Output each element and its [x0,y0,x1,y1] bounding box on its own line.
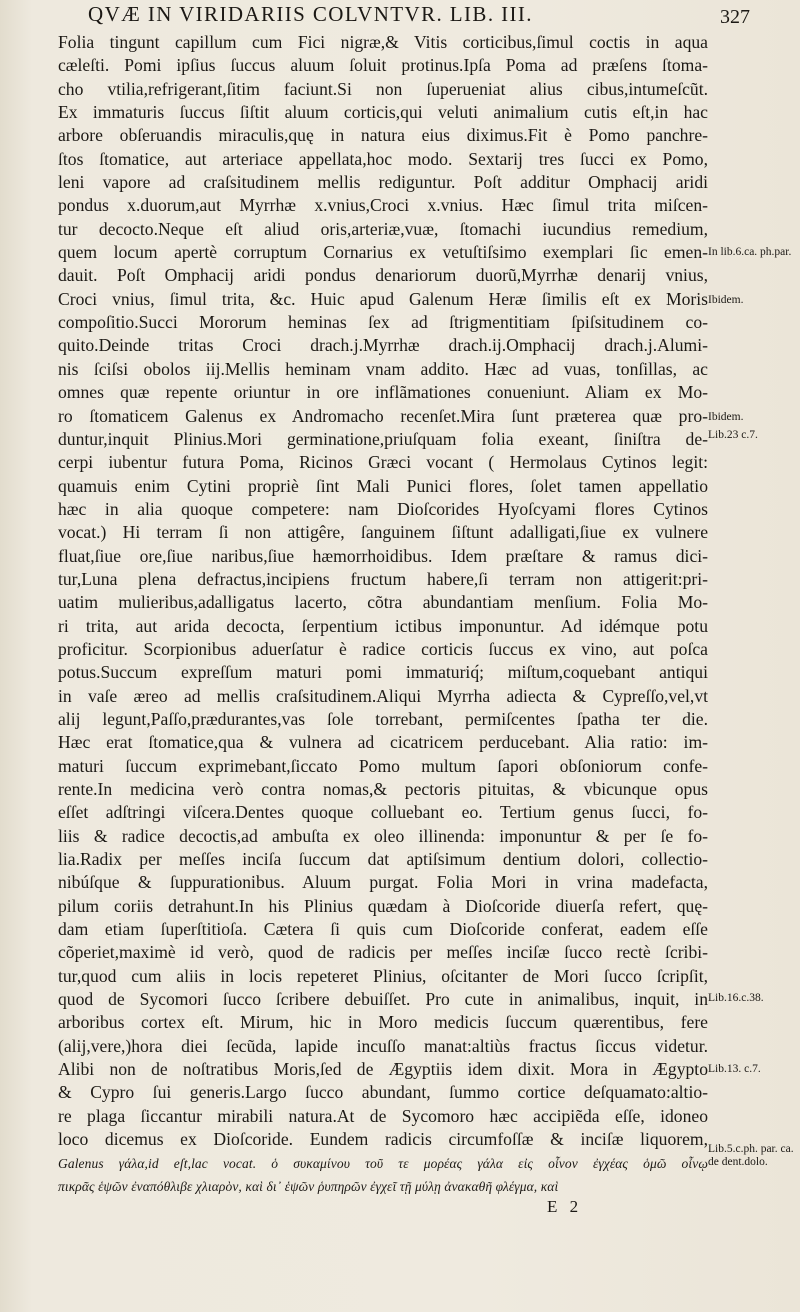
margin-note: Lib.23 c.7. [708,429,758,441]
margin-note: Lib.16.c.38. [708,992,764,1004]
text-line: tur decocto.Neque eſt aliud oris,arteriæ,vuæ, ſtomachi iucundius remedium, [58,218,708,239]
signature-mark: E 2 [547,1197,583,1216]
text-line: proficitur. Scorpionibus aduerſatur è radice corticis ſuccus ex vino, aut poſca [58,638,708,659]
text-line: uatim mulieribus,adalligatus lacerto, cõtra abundantiam menſium. Folia Mo- [58,592,708,613]
text-line: quem locum apertè corruptum Cornarius ex vetuſtiſsimo exemplari ſic emen- [58,242,708,263]
text-line: Hæc erat ſtomatice,qua & vulnera ad cicatricem perducebant. Alia ratio: im- [58,732,708,753]
text-line: dauit. Poſt Omphacij aridi pondus denariorum duorũ,Myrrhæ denarij vnius, [58,265,708,286]
text-line: ſtos ſtomatice, aut arteriace appellata,hoc modo. Sextarij tres ſucci ex Pomo, [58,148,708,169]
text-line: maturi ſuccum exprimebant,ſiccato Pomo multum ſapori obſoniorum confe- [58,755,708,776]
text-line: & Cypro ſui generis.Largo ſucco abundant, ſummo cortice deſquamato:altio- [58,1082,708,1103]
text-line-greek: Galenus γάλα,id eſt,lac vocat. ὁ συκαμίνου τοῦ τε μορέας γάλα εἰς οἶνον ἐγχέας ὁμῶ οἶνῳ [58,1155,708,1171]
text-line: cerpi iubentur futura Poma, Ricinos Græci vocant ( Hermolaus Cytinos legit: [58,452,708,473]
text-line: quamuis enim Cytini propriè ſint Mali Punici flores, ſolet tamen appellatio [58,475,708,496]
text-line-greek: πικρᾶς ἑψῶν ἐναπόθλιβε χλιαρὸν, καὶ δι᾽ ἑψῶν ῥυπηρῶν ἐγχεῖ τῇ μύλῃ ἀνακαθῆ φλέγμα, καὶ [58,1178,559,1194]
text-line: duntur,inquit Plinius.Mori germinatione,priuſquam folia exeant, ſiniſtra de- [58,428,708,449]
text-line: potus.Succum expreſſum maturi pomi immaturiq́; miſtum,coquebant antiqui [58,662,708,683]
text-line: pondus x.duorum,aut Myrrhæ x.vnius,Croci x.vnius. Hæc ſimul trita miſcen- [58,195,708,216]
text-line: ri trita, aut arida decocta, ſerpentium ictibus imponuntur. Ad idémque potu [58,615,708,636]
text-line: cho vtilia,refrigerant,ſitim faciunt.Si non ſuperueniat alius cibus,intumeſcũt. [58,78,708,99]
margin-note: Lib.13. c.7. [708,1063,761,1075]
text-line: eſſet adſtringi viſcera.Dentes quoque colluebant eo. Tertium genus ſucci, fo- [58,802,708,823]
text-line: dam etiam ſuperſtitioſa. Cætera ſi quis cum Dioſcoride conferat, eadem eſſe [58,919,708,940]
text-line: quod de Sycomori ſucco ſcribere debuiſſet. Pro cute in animalibus, inquit, in [58,989,708,1010]
text-line: (alij,vere,)hora diei ſecũda, lapide incuſſo manat:altiùs fractus ſiccus videtur. [58,1035,708,1056]
text-line: cæleſti. Pomi ipſius ſuccus aluum ſoluit protinus.Ipſa Poma ad præſens ſtoma- [58,55,708,76]
text-line: re plaga ſiccantur mirabili natura.At de Sycomoro hæc accipiẽda eſſe, idoneo [58,1105,708,1126]
text-line: leni vapore ad craſsitudinem mellis rediguntur. Poſt additur Omphacij aridi [58,172,708,193]
text-line: tur,Luna plena defractus,incipiens fructum habere,ſi terram non attigerit:pri- [58,568,708,589]
text-line: compoſitio.Succi Mororum heminas ſex ad ſtrigmentitiam ſpiſsitudinem co- [58,312,708,333]
text-line: fluat,ſiue ore,ſiue naribus,ſiue hæmorrhoidibus. Idem præſtare & ramus dici- [58,545,708,566]
text-line: nis ſciſsi obolos iij.Mellis heminam vnam addito. Hæc ad vuas, tonſillas, ac [58,358,708,379]
text-line: Folia tingunt capillum cum Fici nigræ,& Vitis corticibus,ſimul coctis in aqua [58,32,708,52]
margin-note: Lib.5.c.ph. par. ca. de dent.dolo. [708,1143,794,1168]
text-line: alij legunt,Paſſo,prædurantes,vas ſole torrebant, permiſcentes ſpatha ter die. [58,708,708,729]
text-line: Alibi non de noſtratibus Moris,ſed de Ægyptiis idem dixit. Mora in Ægypto [58,1059,708,1080]
text-line: omnes quæ repente oriuntur in ore inflãmationes conueniunt. Aliam ex Mo- [58,382,708,403]
text-line: arboribus cortex eſt. Mirum, hic in Moro medicis ſuccum quærentibus, fere [58,1012,708,1033]
margin-note: Ibidem. [708,411,744,423]
text-line: in vaſe æreo ad mellis craſsitudinem.Aliqui Myrrha adiecta & Cypreſſo,vel,vt [58,685,708,706]
text-line: quito.Deinde tritas Croci drach.j.Myrrhæ drach.ij.Omphacij drach.j.Alumi- [58,335,708,356]
text-line: tur,quod cum aliis in locis repeteret Plinius, oſcitanter de Mori ſucco ſcripſit, [58,965,708,986]
text-line: arbore obſeruandis miraculis,quę in natura eius diximus.Fit è Pomo panchre- [58,125,708,146]
main-text [58,31,708,1198]
text-line: ro ſtomaticem Galenus ex Andromacho recenſet.Mira ſunt præterea quæ pro- [58,405,708,426]
text-line: vocat.) Hi terram ſi non attigêre, ſanguinem ſiſtunt adalligati,ſiue ex vulnere [58,522,708,543]
margin-note: In lib.6.ca. ph.par. [708,246,792,258]
margin-note: Ibidem. [708,294,744,306]
text-line: lia.Radix per meſſes inciſa ſuccum dat aptiſsimum dentium dolori, collectio- [58,849,708,870]
text-line: pilum coriis detrahunt.In his Plinius quædam à Dioſcoride diuerſa refert, quę- [58,895,708,916]
page-number: 327 [720,6,750,28]
running-title: QVÆ IN VIRIDARIIS COLVNTVR. LIB. III. [88,2,533,26]
text-line: nibúſque & ſuppurationibus. Aluum purgat. Folia Mori in vrina madefacta, [58,872,708,893]
text-line: hæc in alia quoque competere: nam Dioſcorides Hyoſcyami flores Cytinos [58,498,708,519]
text-line: Ex immaturis ſuccus ſiſtit aluum corticis,qui veluti animalium cutis eſt,in hac [58,102,708,123]
text-line: rente.In medicina verò contra nomas,& pectoris pituitas, & vbicunque opus [58,779,708,799]
text-line: loco dicemus ex Dioſcoride. Eundem radicis circumfoſſæ & inciſæ liquorem, [58,1129,708,1150]
text-line: cõperiet,maximè id verò, quod de radicis per meſſes inciſæ ſucco rectè ſcribi- [58,942,708,963]
text-line: liis & radice decoctis,ad ambuſta ex oleo illinenda: imponuntur & per ſe fo- [58,825,708,846]
text-line: Croci vnius, ſimul trita, &c. Huic apud Galenum Heræ ſimilis eſt ex Moris [58,288,708,309]
